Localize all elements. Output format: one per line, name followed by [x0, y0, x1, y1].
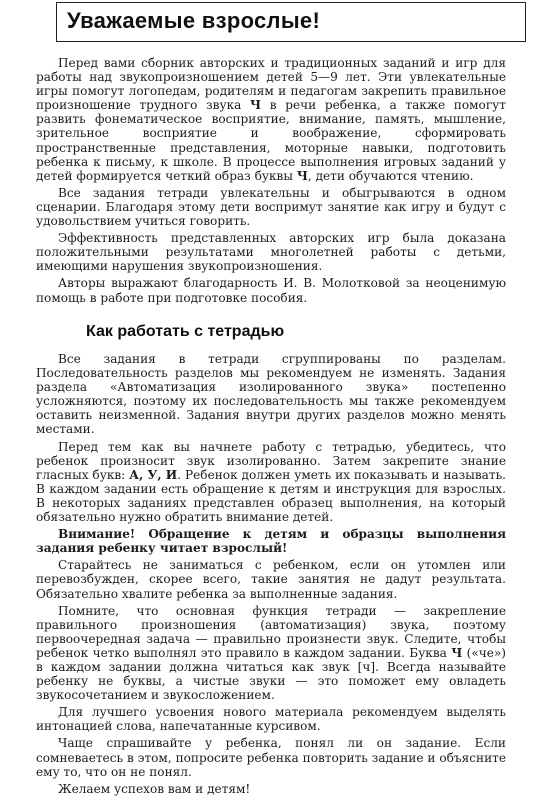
intro-paragraph — [36, 56, 506, 183]
intro-paragraph — [36, 276, 506, 304]
paragraph-text: Авторы выражают благодарность И. В. Молотковой за неоценимую помощь в работе при подготовке пособия. — [36, 276, 506, 305]
instructions-section — [36, 352, 506, 796]
bold-text: Ч — [296, 168, 308, 183]
paragraph-text: Эффективность представленных авторских игр была доказана положительными результатами многолетней работы с детьми, имеющими нарушения звукопроизношения. — [36, 231, 506, 274]
paragraph-text: Помните, что основная функция тетради — закрепление правильного произношения (автоматизация) звука, поэтому первоочередная задача — правильно произнести звук. Следите, чтобы ребенок четко выполнял это правило в каждом задании. Буква — [36, 603, 506, 660]
bold-text: Ч — [250, 98, 262, 113]
instructions-paragraph — [36, 604, 506, 703]
paragraph-text: . Ребенок должен уметь их показывать и называть. В каждом задании есть обращение к детям и инструкция для взрослых. В некоторых заданиях представлен образец выполнения, на который обязательно нужно обратить внимание детей. — [36, 467, 506, 525]
bold-text: А, У, И — [129, 467, 178, 482]
instructions-paragraph — [36, 527, 506, 555]
paragraph-text: Желаем успехов вам и детям! — [58, 781, 251, 796]
paragraph-text: Для лучшего усвоения нового материала рекомендуем выделять интонацией слова, напечатанные курсивом. — [36, 705, 506, 734]
instructions-paragraph — [36, 736, 506, 778]
page-title: Уважаемые взрослые! — [67, 8, 321, 33]
paragraph-text: («че») в каждом задании должна читаться как звук [ч]. Всегда называйте ребенку не буквы, а чистые звуки — это поможет ему овладеть звукосочетанием и звукосложением. — [36, 645, 506, 703]
paragraph-text: в речи ребенка, а также помогут развить фонематическое восприятие, внимание, память, мышление, зрительное восприятие и воображение, сформировать пространственные представления, моторные навыки, подготовить ребенка к письму, к школе. В процессе выполнения игровых заданий у детей формируется четкий образ буквы — [36, 98, 506, 183]
bold-text: Ч — [451, 645, 463, 660]
instructions-paragraph — [36, 352, 506, 437]
paragraph-text: Перед тем как вы начнете работу с тетрадью, убедитесь, что ребенок произносит звук изолированно. Затем закрепите знание гласных букв: — [36, 439, 506, 482]
paragraph-text: Перед вами сборник авторских и традиционных заданий и игр для работы над звукопроизношением детей 5—9 лет. Эти увлекательные игры помогут логопедам, родителям и педагогам закрепить правильное произношение трудного звука — [36, 56, 506, 113]
paragraph-text: Старайтесь не заниматься с ребенком, если он утомлен или перевозбужден, скорее всего, такие занятия не дадут результата. Обязательно хвалите ребенка за выполненные задания. — [36, 558, 506, 601]
intro-paragraph — [36, 186, 506, 228]
bold-text: Внимание! Обращение к детям и образцы выполнения задания ребенку читает взрослый! — [36, 527, 506, 556]
instructions-paragraph — [36, 782, 506, 796]
instructions-paragraph — [36, 558, 506, 600]
title-frame — [56, 2, 526, 42]
instructions-paragraph — [36, 440, 506, 525]
paragraph-text: Чаще спрашивайте у ребенка, понял ли он задание. Если сомневаетесь в этом, попросите ребенка повторить задание и объясните ему то, что он не понял. — [36, 736, 506, 779]
intro-section — [36, 56, 506, 305]
paragraph-text: , дети обучаются чтению. — [307, 168, 474, 183]
paragraph-text: Все задания тетради увлекательны и обыгрываются в одном сценарии. Благодаря этому дети воспримут занятие как игру и будут с удовольствием учиться говорить. — [36, 185, 506, 229]
intro-paragraph — [36, 231, 506, 273]
section-heading: Как работать с тетрадью — [86, 323, 285, 340]
instructions-paragraph — [36, 705, 506, 733]
paragraph-text: Все задания в тетради сгруппированы по разделам. Последовательность разделов мы рекомендуем не изменять. Задания раздела «Автоматизация изолированного звука» постепенно усложняются, поэтому их последовательность мы также рекомендуем оставить неизменной. Задания внутри других разделов можно менять местами. — [36, 352, 506, 437]
